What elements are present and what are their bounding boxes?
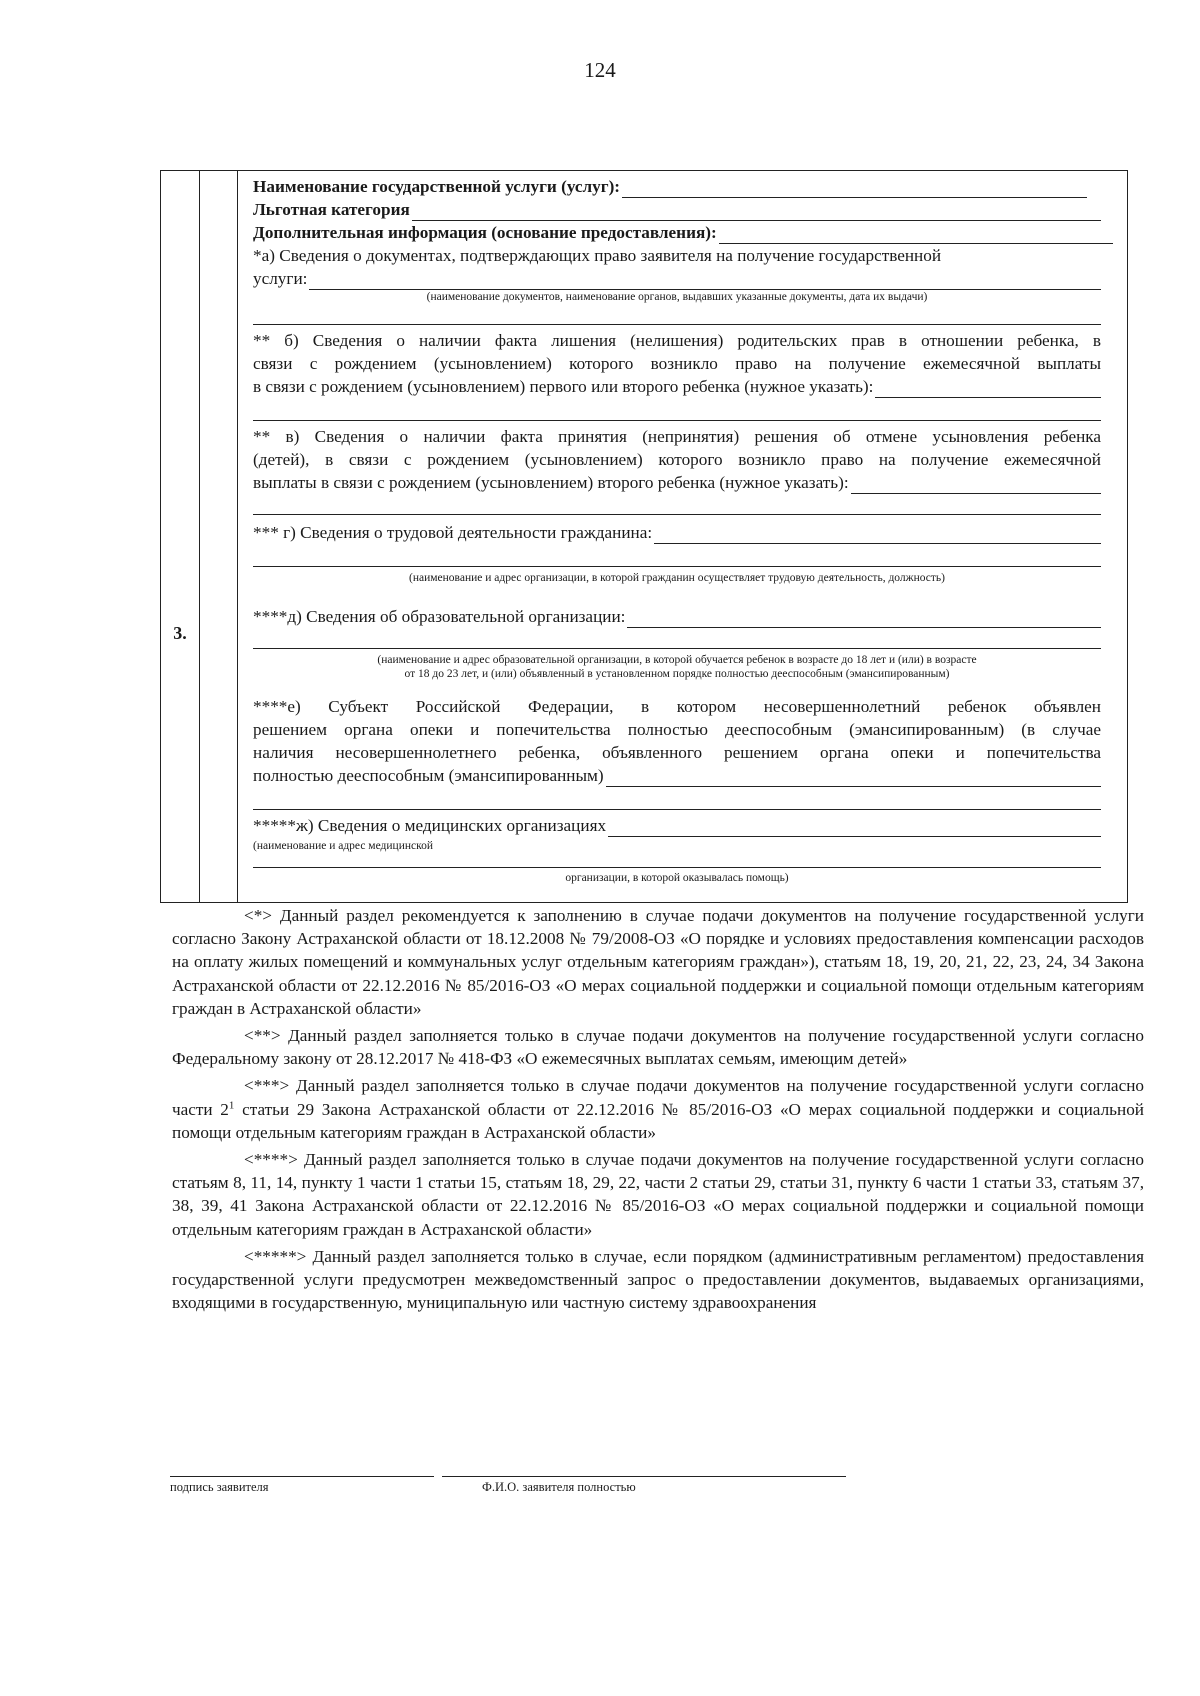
item-v-line: (детей), в связи с рождением (усыновлением) которого возникло право на получение ежемесячной	[253, 450, 1101, 469]
item-e-last-row	[253, 764, 1113, 787]
item-v-field[interactable]	[851, 476, 1101, 494]
item-b-extra-line[interactable]	[253, 398, 1101, 421]
item-v-last-row	[253, 471, 1113, 494]
additional-info-row	[253, 221, 1113, 244]
form-table	[160, 170, 1128, 903]
benefit-category-row	[253, 198, 1113, 221]
item-a-extra-line[interactable]	[253, 304, 1101, 325]
item-e-extra-line[interactable]	[253, 787, 1101, 810]
item-a-field[interactable]	[309, 272, 1101, 290]
footnote-4: <****> Данный раздел заполняется только в случае подачи документов на получение государственной услуги согласно статьям 8, 11, 14, пункту 1 части 1 статьи 15, статьям 18, 29, 22, части 2 статьи 29, статьи 31, пункту 6 части 1 статьи 33, статьям 37, 38, 39, 41 Закона Астраханской области от 22.12.2016 № 85/2016-ОЗ «О мерах социальной поддержки и социальной помощи отдельным категориям граждан в Астраханской области»	[172, 1150, 1144, 1239]
footnote-3	[172, 1074, 1144, 1144]
item-g-extra-line[interactable]	[253, 544, 1101, 567]
item-b-field[interactable]	[875, 380, 1101, 398]
item-d-caption-line1: (наименование и адрес образовательной организации, в которой обучается ребенок в возрасте до 18 лет и (или) в возрасте	[377, 654, 977, 666]
item-b-line: ** б) Сведения о наличии факта лишения (нелишения) родительских прав в отношении ребенка, в	[253, 331, 1101, 350]
service-name-row	[253, 175, 1113, 198]
item-g-field[interactable]	[654, 526, 1101, 544]
item-b-last-row	[253, 375, 1113, 398]
item-zh-label: *****ж) Сведения о медицинских организациях	[253, 816, 607, 835]
additional-info-field[interactable]	[719, 226, 1113, 244]
form-content	[253, 175, 1113, 885]
item-zh-row	[253, 814, 1113, 837]
item-a-row	[253, 267, 1113, 290]
item-zh-field[interactable]	[608, 819, 1101, 837]
footnote-1: <*> Данный раздел рекомендуется к заполнению в случае подачи документов на получение государственной услуги согласно Закону Астраханской области от 18.12.2008 № 79/2008-ОЗ «О порядке и условиях предоставления компенсации расходов на оплату жилых помещений и коммунальных услуг отдельным категориям граждан»), статьям 18, 19, 20, 21, 22, 23, 24, 34 Закона Астраханской области от 22.12.2016 № 85/2016-ОЗ «О мерах социальной поддержки и социальной помощи отдельным категориям граждан в Астраханской области»	[172, 906, 1144, 1018]
item-b-label: в связи с рождением (усыновлением) первого или второго ребенка (нужное указать):	[253, 377, 874, 396]
footnote-3-text: <***> Данный раздел заполняется только в случае подачи документов на получение государственной услуги согласно части 2	[172, 1076, 1144, 1119]
item-d-caption-line2: от 18 до 23 лет, и (или) объявленный в установленном порядке полностью дееспособным (эмансипированным)	[404, 668, 950, 680]
row-number: 3.	[173, 623, 187, 643]
item-v-label: выплаты в связи с рождением (усыновлением) второго ребенка (нужное указать):	[253, 473, 849, 492]
footnote-5: <*****> Данный раздел заполняется только в случае, если порядком (административным регламентом) предоставления государственной услуги предусмотрен межведомственный запрос о предоставлении документов, выдаваемых организациями, входящими в государственную, муниципальную или частную систему здравоохранения	[172, 1246, 1144, 1313]
footnote-3-superscript: 1	[228, 1098, 235, 1111]
applicant-full-name-line[interactable]: Ф.И.О. заявителя полностью	[442, 1476, 846, 1495]
item-v-extra-line[interactable]	[253, 494, 1101, 515]
item-a-label: услуги:	[253, 269, 308, 288]
item-e-line: решением органа опеки и попечительства полностью дееспособным (эмансипированным) (в случае	[253, 720, 1101, 739]
item-zh-caption-line2: организации, в которой оказывалась помощь)	[565, 872, 789, 884]
item-zh-extra-line[interactable]	[253, 853, 1101, 868]
item-b-line: связи с рождением (усыновлением) которого возникло право на получение ежемесячной выплаты	[253, 354, 1101, 373]
item-e-line: ****е) Субъект Российской Федерации, в котором несовершеннолетний ребенок объявлен	[253, 697, 1101, 716]
footnote-2: <**> Данный раздел заполняется только в случае подачи документов на получение государственной услуги согласно Федеральному закону от 28.12.2017 № 418-ФЗ «О ежемесячных выплатах семьям, имеющим детей»	[172, 1026, 1144, 1069]
item-d-label: ****д) Сведения об образовательной организации:	[253, 607, 626, 626]
footnote-3-text-rest: статьи 29 Закона Астраханской области от 22.12.2016 № 85/2016-ОЗ «О мерах социальной поддержки и социальной помощи отдельным категориям граждан в Астраханской области»	[172, 1099, 1144, 1142]
item-a-line1: *а) Сведения о документах, подтверждающих право заявителя на получение государственной	[253, 246, 942, 265]
footnotes	[172, 904, 1144, 1318]
service-name-field[interactable]	[622, 180, 1087, 198]
benefit-category-label: Льготная категория	[253, 200, 410, 219]
item-g-caption: (наименование и адрес организации, в которой гражданин осуществляет трудовую деятельность, должность)	[409, 572, 945, 584]
item-e-field[interactable]	[606, 769, 1101, 787]
item-v-line: ** в) Сведения о наличии факта принятия (непринятия) решения об отмене усыновления ребенка	[253, 427, 1101, 446]
additional-info-label: Дополнительная информация (основание предоставления):	[253, 223, 717, 242]
service-name-label: Наименование государственной услуги (услуг):	[253, 177, 621, 196]
item-g-row	[253, 521, 1113, 544]
item-zh-caption-line1: (наименование и адрес медицинской	[253, 840, 434, 852]
column-divider	[237, 171, 238, 902]
applicant-signature-line[interactable]: подпись заявителя	[170, 1476, 434, 1495]
item-e-label: полностью дееспособным (эмансипированным)	[253, 766, 604, 785]
item-g-label: *** г) Сведения о трудовой деятельности гражданина:	[253, 523, 653, 542]
column-divider	[199, 171, 200, 902]
item-e-line: наличия несовершеннолетнего ребенка, объявленного решением органа опеки и попечительства	[253, 743, 1101, 762]
item-d-row	[253, 605, 1113, 628]
benefit-category-field[interactable]	[412, 203, 1101, 221]
item-d-field[interactable]	[627, 610, 1101, 628]
page-number: 124	[584, 58, 616, 82]
item-a-caption: (наименование документов, наименование органов, выдавших указанные документы, дата их выдачи)	[426, 291, 928, 303]
item-d-extra-line[interactable]	[253, 628, 1101, 649]
